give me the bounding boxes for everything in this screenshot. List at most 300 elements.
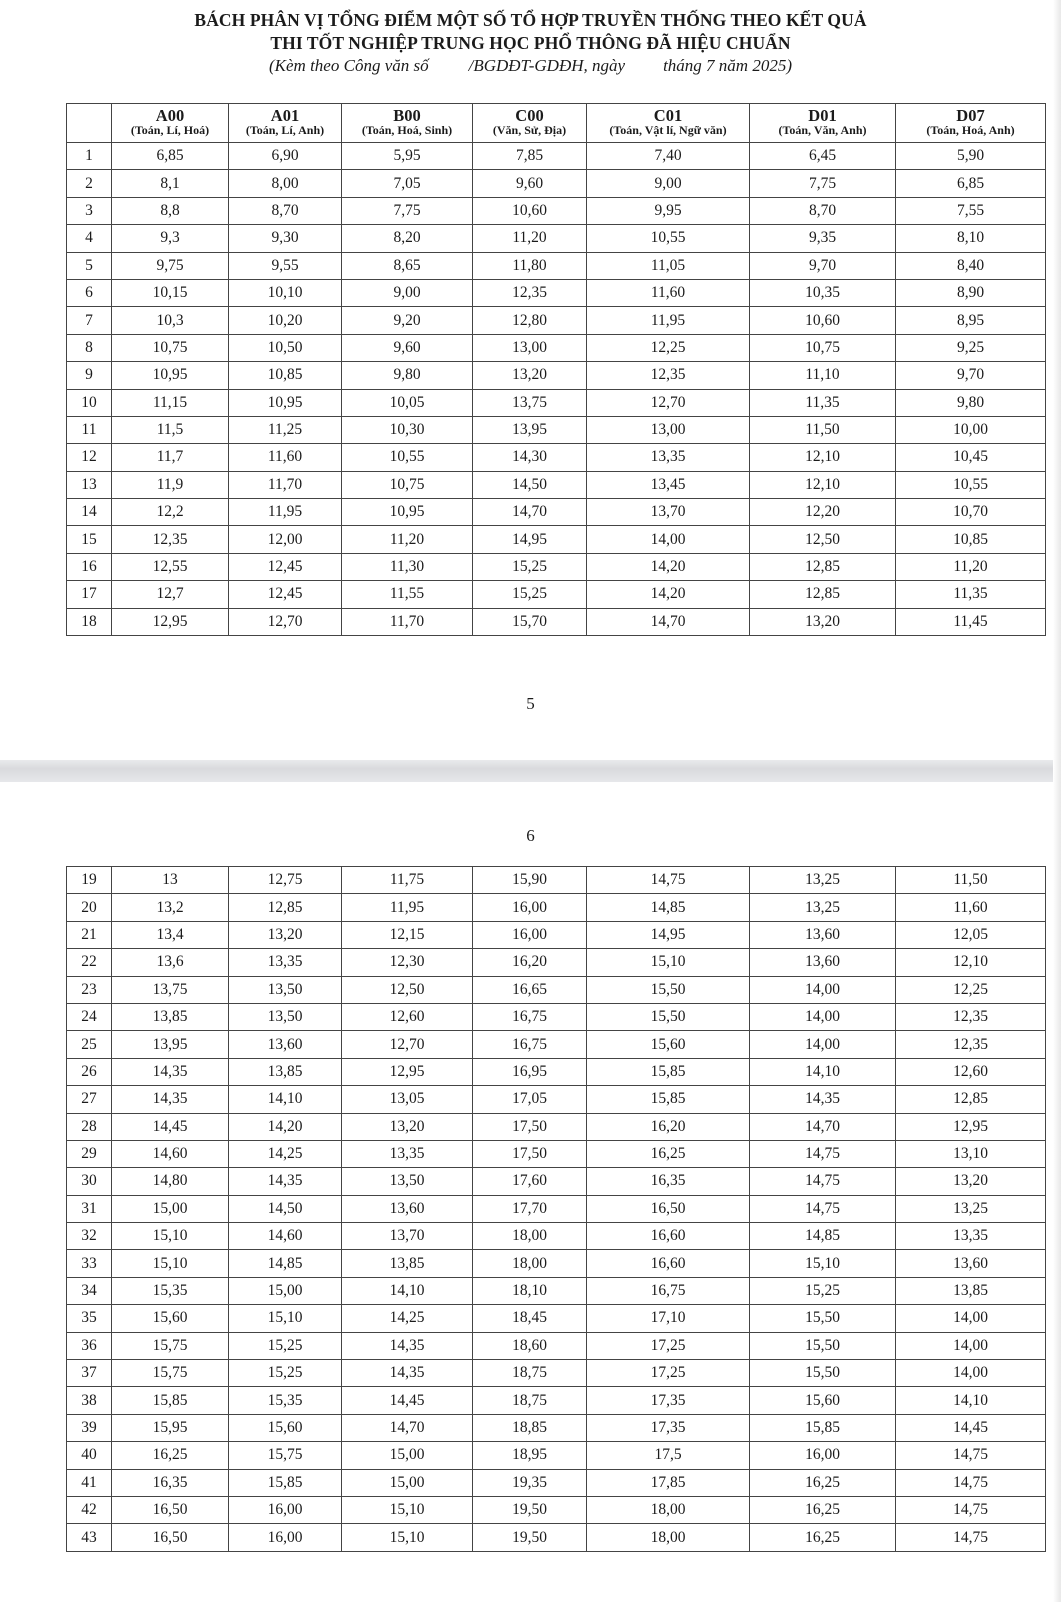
score-cell: 11,50: [750, 416, 896, 443]
score-cell: 15,25: [473, 553, 587, 580]
score-cell: 12,45: [229, 581, 342, 608]
score-cell: 12,95: [112, 608, 229, 635]
score-cell: 15,60: [750, 1387, 896, 1414]
score-cell: 11,35: [750, 389, 896, 416]
table-row: [67, 1414, 1046, 1441]
score-cell: 11,35: [896, 581, 1046, 608]
rank-cell: 2: [67, 170, 112, 197]
score-cell: 11,05: [587, 252, 750, 279]
table-row: [67, 1003, 1046, 1030]
score-cell: 12,7: [112, 581, 229, 608]
score-cell: 15,35: [112, 1277, 229, 1304]
score-cell: 10,10: [229, 279, 342, 306]
rank-cell: 27: [67, 1086, 112, 1113]
score-cell: 14,75: [896, 1442, 1046, 1469]
score-cell: 9,70: [750, 252, 896, 279]
score-cell: 13,85: [229, 1058, 342, 1085]
score-cell: 14,95: [587, 921, 750, 948]
table-row: [67, 279, 1046, 306]
score-cell: 15,85: [229, 1469, 342, 1496]
score-cell: 18,75: [473, 1360, 587, 1387]
score-cell: 14,20: [587, 553, 750, 580]
score-cell: 10,55: [896, 471, 1046, 498]
score-cell: 13,2: [112, 894, 229, 921]
score-cell: 15,85: [587, 1086, 750, 1113]
score-cell: 18,45: [473, 1305, 587, 1332]
score-cell: 15,10: [342, 1496, 473, 1523]
document-title-line-2: THI TỐT NGHIỆP TRUNG HỌC PHỔ THÔNG ĐÃ HIỆU CHUẨN: [270, 33, 791, 53]
score-cell: 13,60: [342, 1195, 473, 1222]
percentile-table-page-5: [66, 103, 1046, 636]
score-cell: 15,35: [229, 1387, 342, 1414]
rank-cell: 35: [67, 1305, 112, 1332]
table-row: [67, 197, 1046, 224]
rank-cell: 5: [67, 252, 112, 279]
column-subjects: (Toán, Hoá, Anh): [926, 123, 1015, 137]
score-cell: 15,50: [587, 976, 750, 1003]
score-cell: 19,50: [473, 1496, 587, 1523]
score-cell: 11,70: [342, 608, 473, 635]
score-cell: 7,05: [342, 170, 473, 197]
score-cell: 11,95: [587, 307, 750, 334]
score-cell: 14,45: [342, 1387, 473, 1414]
score-cell: 14,00: [896, 1360, 1046, 1387]
column-header-c00: [473, 104, 587, 143]
table-row: [67, 1140, 1046, 1167]
score-cell: 14,75: [896, 1524, 1046, 1551]
document-page-6: [0, 782, 1061, 1602]
table-row: [67, 1058, 1046, 1085]
table-row: [67, 307, 1046, 334]
score-cell: 8,1: [112, 170, 229, 197]
rank-cell: 14: [67, 499, 112, 526]
score-cell: 15,90: [473, 867, 587, 894]
table-row: [67, 362, 1046, 389]
score-cell: 9,00: [342, 279, 473, 306]
score-cell: 10,15: [112, 279, 229, 306]
score-cell: 12,10: [750, 471, 896, 498]
score-cell: 15,50: [750, 1360, 896, 1387]
score-cell: 12,85: [229, 894, 342, 921]
score-cell: 16,25: [750, 1496, 896, 1523]
rank-cell: 36: [67, 1332, 112, 1359]
score-cell: 8,10: [896, 225, 1046, 252]
score-cell: 13,85: [342, 1250, 473, 1277]
table-row: [67, 416, 1046, 443]
score-cell: 12,60: [896, 1058, 1046, 1085]
score-cell: 15,10: [750, 1250, 896, 1277]
rank-cell: 17: [67, 581, 112, 608]
table-row: [67, 334, 1046, 361]
score-cell: 16,00: [229, 1524, 342, 1551]
document-title-line-1: BÁCH PHÂN VỊ TỔNG ĐIỂM MỘT SỐ TỔ HỢP TRUYỀN THỐNG THEO KẾT QUẢ: [194, 10, 867, 30]
table-row: [67, 499, 1046, 526]
score-cell: 14,45: [112, 1113, 229, 1140]
rank-cell: 3: [67, 197, 112, 224]
score-cell: 14,35: [229, 1168, 342, 1195]
table-row: [67, 1223, 1046, 1250]
score-cell: 10,50: [229, 334, 342, 361]
score-cell: 13,60: [229, 1031, 342, 1058]
score-cell: 8,95: [896, 307, 1046, 334]
score-cell: 15,60: [587, 1031, 750, 1058]
score-cell: 12,70: [229, 608, 342, 635]
rank-cell: 11: [67, 416, 112, 443]
score-cell: 10,95: [112, 362, 229, 389]
column-header-a00: [112, 104, 229, 143]
column-code: C00: [515, 106, 544, 125]
score-cell: 9,75: [112, 252, 229, 279]
score-cell: 13,10: [896, 1140, 1046, 1167]
column-header-d01: [750, 104, 896, 143]
score-cell: 15,85: [750, 1414, 896, 1441]
score-cell: 12,35: [896, 1003, 1046, 1030]
score-cell: 11,50: [896, 867, 1046, 894]
score-cell: 13,00: [473, 334, 587, 361]
score-cell: 9,25: [896, 334, 1046, 361]
table-row: [67, 1496, 1046, 1523]
score-cell: 12,10: [896, 949, 1046, 976]
score-cell: 18,00: [473, 1223, 587, 1250]
score-cell: 12,60: [342, 1003, 473, 1030]
score-cell: 10,05: [342, 389, 473, 416]
score-cell: 8,90: [896, 279, 1046, 306]
rank-cell: 25: [67, 1031, 112, 1058]
score-cell: 11,45: [896, 608, 1046, 635]
score-cell: 13,20: [229, 921, 342, 948]
column-subjects: (Toán, Văn, Anh): [778, 123, 867, 137]
score-cell: 13,35: [587, 444, 750, 471]
score-cell: 14,00: [750, 976, 896, 1003]
score-cell: 14,75: [896, 1469, 1046, 1496]
score-cell: 15,25: [229, 1332, 342, 1359]
score-cell: 15,50: [587, 1003, 750, 1030]
score-cell: 12,80: [473, 307, 587, 334]
score-cell: 11,95: [229, 499, 342, 526]
score-cell: 14,20: [229, 1113, 342, 1140]
score-cell: 13,70: [587, 499, 750, 526]
score-cell: 14,10: [342, 1277, 473, 1304]
score-cell: 13,85: [112, 1003, 229, 1030]
rank-cell: 31: [67, 1195, 112, 1222]
column-subjects: (Toán, Lí, Hoá): [130, 123, 210, 137]
document-page-5: [0, 0, 1061, 760]
score-cell: 13,05: [342, 1086, 473, 1113]
score-cell: 13,50: [229, 1003, 342, 1030]
page-number: 5: [526, 694, 535, 713]
table-row: [67, 170, 1046, 197]
score-cell: 15,25: [473, 581, 587, 608]
score-cell: 7,85: [473, 143, 587, 170]
score-cell: 7,75: [750, 170, 896, 197]
score-cell: 15,10: [587, 949, 750, 976]
score-cell: 14,70: [473, 499, 587, 526]
score-cell: 17,50: [473, 1140, 587, 1167]
rank-cell: 38: [67, 1387, 112, 1414]
table-header: [67, 104, 1046, 143]
score-cell: 11,20: [473, 225, 587, 252]
score-cell: 10,95: [342, 499, 473, 526]
score-cell: 11,55: [342, 581, 473, 608]
score-cell: 12,30: [342, 949, 473, 976]
score-cell: 16,95: [473, 1058, 587, 1085]
rank-cell: 8: [67, 334, 112, 361]
table-row: [67, 949, 1046, 976]
score-cell: 16,75: [587, 1277, 750, 1304]
score-cell: 14,00: [750, 1003, 896, 1030]
score-cell: 8,8: [112, 197, 229, 224]
score-cell: 9,60: [342, 334, 473, 361]
score-cell: 14,00: [896, 1305, 1046, 1332]
score-cell: 13,75: [473, 389, 587, 416]
score-cell: 9,80: [896, 389, 1046, 416]
score-cell: 10,55: [342, 444, 473, 471]
score-cell: 13,60: [750, 949, 896, 976]
score-cell: 14,10: [750, 1058, 896, 1085]
score-cell: 7,40: [587, 143, 750, 170]
score-cell: 16,25: [112, 1442, 229, 1469]
rank-cell: 42: [67, 1496, 112, 1523]
score-cell: 12,85: [896, 1086, 1046, 1113]
score-cell: 17,25: [587, 1332, 750, 1359]
rank-cell: 26: [67, 1058, 112, 1085]
score-cell: 13,6: [112, 949, 229, 976]
score-cell: 16,50: [587, 1195, 750, 1222]
score-cell: 19,50: [473, 1524, 587, 1551]
score-cell: 10,30: [342, 416, 473, 443]
score-cell: 13: [112, 867, 229, 894]
score-cell: 14,35: [342, 1360, 473, 1387]
score-cell: 13,95: [473, 416, 587, 443]
score-cell: 15,10: [112, 1250, 229, 1277]
rank-cell: 4: [67, 225, 112, 252]
score-cell: 16,35: [112, 1469, 229, 1496]
score-cell: 14,85: [229, 1250, 342, 1277]
score-cell: 13,20: [473, 362, 587, 389]
table-row: [67, 225, 1046, 252]
score-cell: 15,75: [112, 1332, 229, 1359]
table-body-page-6: [67, 867, 1046, 1552]
score-cell: 17,05: [473, 1086, 587, 1113]
score-cell: 17,85: [587, 1469, 750, 1496]
score-cell: 13,75: [112, 976, 229, 1003]
score-cell: 11,25: [229, 416, 342, 443]
score-cell: 13,20: [896, 1168, 1046, 1195]
rank-header: [67, 104, 112, 143]
score-cell: 10,00: [896, 416, 1046, 443]
score-cell: 12,10: [750, 444, 896, 471]
rank-cell: 23: [67, 976, 112, 1003]
score-cell: 12,35: [473, 279, 587, 306]
score-cell: 13,35: [229, 949, 342, 976]
score-cell: 15,85: [587, 1058, 750, 1085]
score-cell: 8,40: [896, 252, 1046, 279]
score-cell: 14,85: [750, 1223, 896, 1250]
score-cell: 8,65: [342, 252, 473, 279]
score-cell: 16,60: [587, 1223, 750, 1250]
score-cell: 11,60: [587, 279, 750, 306]
score-cell: 12,85: [750, 553, 896, 580]
score-cell: 9,95: [587, 197, 750, 224]
score-cell: 16,25: [750, 1469, 896, 1496]
score-cell: 13,50: [342, 1168, 473, 1195]
rank-cell: 30: [67, 1168, 112, 1195]
score-cell: 10,75: [112, 334, 229, 361]
score-cell: 15,25: [229, 1360, 342, 1387]
score-cell: 16,60: [587, 1250, 750, 1277]
score-cell: 8,00: [229, 170, 342, 197]
table-body-page-5: [67, 143, 1046, 636]
score-cell: 13,70: [342, 1223, 473, 1250]
score-cell: 9,35: [750, 225, 896, 252]
score-cell: 11,30: [342, 553, 473, 580]
column-code: D01: [808, 106, 837, 125]
score-cell: 12,50: [750, 526, 896, 553]
score-cell: 13,95: [112, 1031, 229, 1058]
rank-cell: 9: [67, 362, 112, 389]
column-header-d07: [896, 104, 1046, 143]
score-cell: 13,20: [750, 608, 896, 635]
score-cell: 14,75: [750, 1195, 896, 1222]
score-cell: 12,20: [750, 499, 896, 526]
page-number: 6: [526, 826, 535, 845]
score-cell: 12,35: [587, 362, 750, 389]
table-row: [67, 976, 1046, 1003]
score-cell: 14,10: [896, 1387, 1046, 1414]
table-row: [67, 526, 1046, 553]
score-cell: 14,45: [896, 1414, 1046, 1441]
score-cell: 13,50: [229, 976, 342, 1003]
score-cell: 18,00: [587, 1524, 750, 1551]
score-cell: 10,35: [750, 279, 896, 306]
score-cell: 17,70: [473, 1195, 587, 1222]
score-cell: 14,30: [473, 444, 587, 471]
column-code: A00: [155, 106, 185, 125]
rank-cell: 20: [67, 894, 112, 921]
rank-cell: 39: [67, 1414, 112, 1441]
score-cell: 12,55: [112, 553, 229, 580]
score-cell: 12,25: [896, 976, 1046, 1003]
column-header-a01: [229, 104, 342, 143]
rank-cell: 12: [67, 444, 112, 471]
score-cell: 15,75: [229, 1442, 342, 1469]
score-cell: 15,00: [112, 1195, 229, 1222]
subtitle-part-1: (Kèm theo Công văn số: [269, 56, 429, 75]
score-cell: 12,15: [342, 921, 473, 948]
score-cell: 13,25: [750, 894, 896, 921]
score-cell: 9,20: [342, 307, 473, 334]
score-cell: 11,9: [112, 471, 229, 498]
score-cell: 14,35: [112, 1058, 229, 1085]
table-row: [67, 1168, 1046, 1195]
score-cell: 10,75: [750, 334, 896, 361]
score-cell: 14,70: [342, 1414, 473, 1441]
score-cell: 14,85: [587, 894, 750, 921]
score-cell: 16,35: [587, 1168, 750, 1195]
score-cell: 14,50: [473, 471, 587, 498]
score-cell: 12,50: [342, 976, 473, 1003]
score-cell: 10,75: [342, 471, 473, 498]
score-cell: 18,85: [473, 1414, 587, 1441]
rank-cell: 16: [67, 553, 112, 580]
table-row: [67, 471, 1046, 498]
score-cell: 11,7: [112, 444, 229, 471]
rank-cell: 43: [67, 1524, 112, 1551]
score-cell: 15,00: [342, 1469, 473, 1496]
score-cell: 16,65: [473, 976, 587, 1003]
score-cell: 14,75: [750, 1140, 896, 1167]
score-cell: 10,60: [750, 307, 896, 334]
score-cell: 9,00: [587, 170, 750, 197]
score-cell: 9,55: [229, 252, 342, 279]
score-cell: 14,10: [229, 1086, 342, 1113]
rank-cell: 41: [67, 1469, 112, 1496]
score-cell: 15,70: [473, 608, 587, 635]
score-cell: 11,5: [112, 416, 229, 443]
score-cell: 12,25: [587, 334, 750, 361]
score-cell: 12,70: [342, 1031, 473, 1058]
score-cell: 14,70: [587, 608, 750, 635]
score-cell: 17,60: [473, 1168, 587, 1195]
score-cell: 12,85: [750, 581, 896, 608]
table-row: [67, 1277, 1046, 1304]
score-cell: 5,95: [342, 143, 473, 170]
score-cell: 12,35: [112, 526, 229, 553]
score-cell: 16,75: [473, 1031, 587, 1058]
score-cell: 14,60: [112, 1140, 229, 1167]
score-cell: 10,60: [473, 197, 587, 224]
score-cell: 6,85: [112, 143, 229, 170]
score-cell: 16,25: [750, 1524, 896, 1551]
score-cell: 14,35: [112, 1086, 229, 1113]
score-cell: 6,90: [229, 143, 342, 170]
score-cell: 15,00: [342, 1442, 473, 1469]
score-cell: 11,60: [229, 444, 342, 471]
score-cell: 10,85: [229, 362, 342, 389]
table-row: [67, 143, 1046, 170]
rank-cell: 15: [67, 526, 112, 553]
score-cell: 10,45: [896, 444, 1046, 471]
score-cell: 15,60: [229, 1414, 342, 1441]
score-cell: 14,80: [112, 1168, 229, 1195]
score-cell: 15,60: [112, 1305, 229, 1332]
score-cell: 11,70: [229, 471, 342, 498]
score-cell: 15,50: [750, 1332, 896, 1359]
score-cell: 10,85: [896, 526, 1046, 553]
score-cell: 14,75: [587, 867, 750, 894]
table-row: [67, 444, 1046, 471]
score-cell: 13,25: [750, 867, 896, 894]
score-cell: 14,00: [896, 1332, 1046, 1359]
column-header-c01: [587, 104, 750, 143]
rank-cell: 7: [67, 307, 112, 334]
table-row: [67, 1031, 1046, 1058]
score-cell: 16,00: [750, 1442, 896, 1469]
score-cell: 14,50: [229, 1195, 342, 1222]
score-cell: 18,75: [473, 1387, 587, 1414]
column-code: D07: [956, 106, 985, 125]
score-cell: 12,35: [896, 1031, 1046, 1058]
score-cell: 15,25: [750, 1277, 896, 1304]
score-cell: 10,70: [896, 499, 1046, 526]
score-cell: 16,20: [587, 1113, 750, 1140]
score-cell: 11,15: [112, 389, 229, 416]
score-cell: 16,20: [473, 949, 587, 976]
score-cell: 13,60: [896, 1250, 1046, 1277]
score-cell: 8,70: [750, 197, 896, 224]
score-cell: 6,85: [896, 170, 1046, 197]
score-cell: 10,20: [229, 307, 342, 334]
